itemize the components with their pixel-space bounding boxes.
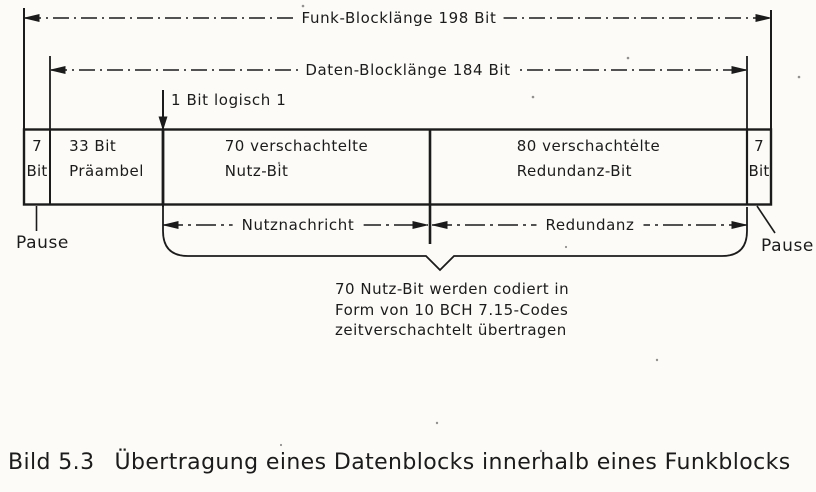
cell-line: 7 xyxy=(754,137,764,155)
arrowhead-right-icon xyxy=(413,222,427,229)
arrowhead-right-icon xyxy=(732,67,746,74)
brace-note-line: Form von 10 BCH 7.15-Codes xyxy=(335,300,569,319)
cell-pause-bits-right xyxy=(747,130,771,205)
cell-line: 70 verschachtelte xyxy=(224,137,369,155)
arrowhead-left-icon xyxy=(51,67,65,74)
cell-redundanz-bit xyxy=(430,130,747,205)
cell-line: Bit xyxy=(26,162,48,180)
arrowhead-right-icon xyxy=(732,222,746,229)
arrowhead-left-icon xyxy=(25,15,39,22)
cell-line: Bit xyxy=(748,162,770,180)
brace-note-line: 70 Nutz-Bit werden codiert in xyxy=(335,280,570,298)
funkblock-table xyxy=(24,130,771,205)
arrowhead-down-icon xyxy=(159,117,167,129)
cell-praeambel xyxy=(50,130,163,205)
redundanz-label: Redundanz xyxy=(536,216,643,234)
cell-line: 80 verschachtelte xyxy=(516,137,661,155)
figure-caption xyxy=(8,450,791,475)
figure-caption-text: Übertragung eines Datenblocks innerhalb eines Funkblocks xyxy=(114,450,791,475)
pause-leader-lines xyxy=(37,206,776,233)
cell-line: Nutz-Bit xyxy=(224,162,289,180)
pause-label-right: Pause xyxy=(761,236,814,256)
pause-label-left: Pause xyxy=(16,233,69,253)
cell-pause-bits-left xyxy=(24,130,50,205)
cell-nutz-bit xyxy=(163,130,430,205)
cell-line: Redundanz-Bit xyxy=(516,162,633,180)
brace-note xyxy=(335,279,569,341)
arrowhead-right-icon xyxy=(756,15,770,22)
cell-line: 33 Bit xyxy=(69,137,117,155)
daten-blocklaenge-label: Daten-Blocklänge 184 Bit xyxy=(298,61,517,79)
cell-line: Präambel xyxy=(69,162,144,180)
brace-note-line: zeitverschachtelt übertragen xyxy=(335,321,567,339)
arrowhead-left-icon xyxy=(433,222,447,229)
figure-number: Bild 5.3 xyxy=(8,450,95,475)
bit-marker-label: 1 Bit logisch 1 xyxy=(171,91,287,109)
cell-line: 7 xyxy=(32,137,42,155)
nutznachricht-label: Nutznachricht xyxy=(233,216,364,234)
funk-blocklaenge-label: Funk-Blocklänge 198 Bit xyxy=(295,9,504,27)
arrowhead-left-icon xyxy=(164,222,178,229)
